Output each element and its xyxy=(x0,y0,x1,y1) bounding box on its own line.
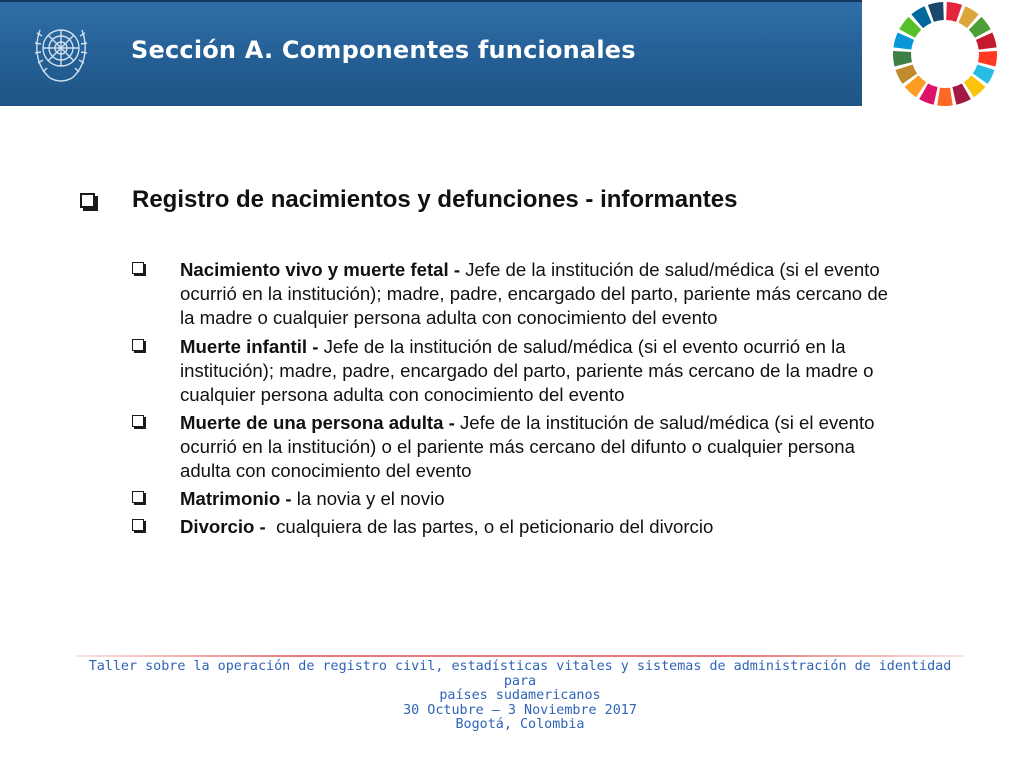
list-item-matrimonio xyxy=(180,487,950,511)
un-emblem-icon xyxy=(32,16,90,92)
sdg-wheel-icon xyxy=(890,0,1000,108)
item-text-line: la novia y el novio xyxy=(296,488,445,509)
heading-checkbox-bullet-icon xyxy=(80,193,95,208)
sdg-wheel-segment xyxy=(937,88,953,106)
sdg-wheel-segment xyxy=(893,51,912,66)
sdg-wheel-segment xyxy=(946,2,962,22)
main-heading: Registro de nacimientos y defunciones - informantes xyxy=(132,186,738,213)
item-term: Muerte infantil - xyxy=(180,336,324,357)
footer-line-3: 30 Octubre – 3 Noviembre 2017 xyxy=(403,702,637,718)
item-bullet-icon xyxy=(132,519,144,531)
item-bullet-icon xyxy=(132,491,144,503)
list-item-divorcio xyxy=(180,515,950,539)
footer xyxy=(80,660,960,733)
item-bullet-icon xyxy=(132,415,144,427)
list-item-nacimiento xyxy=(180,258,950,330)
item-text-line: institución); madre, padre, encargado del parto, pariente más cercano de la madre o xyxy=(180,360,874,381)
header-top-rule xyxy=(0,0,862,2)
item-term: Nacimiento vivo y muerte fetal - xyxy=(180,259,466,280)
item-text-line: Jefe de la institución de salud/médica (si el evento ocurrió en la xyxy=(323,336,846,357)
footer-line-1: Taller sobre la operación de registro civil, estadísticas vitales y sistemas de administración de identidad para xyxy=(88,659,952,689)
item-term: Divorcio - xyxy=(180,516,271,537)
sdg-wheel-segment xyxy=(928,2,944,22)
header-bar xyxy=(0,0,862,106)
footer-line-4: Bogotá, Colombia xyxy=(455,717,585,732)
item-bullet-icon xyxy=(132,339,144,351)
footer-rule xyxy=(76,655,964,657)
item-text-line: ocurrió en la institución); madre, padre, encargado del parto, pariente más cercano de xyxy=(180,283,888,304)
footer-line-2: países sudamericanos xyxy=(439,688,601,703)
list-item-muerte-adulta xyxy=(180,411,950,483)
list-item-muerte-infantil xyxy=(180,335,950,407)
item-text-line: cualquiera de las partes, o el peticionario del divorcio xyxy=(270,516,714,537)
item-term: Muerte de una persona adulta - xyxy=(180,412,460,433)
item-text-line: la madre o cualquier persona adulta con conocimiento del evento xyxy=(180,307,718,328)
sdg-wheel-segment xyxy=(978,51,997,66)
item-term: Matrimonio - xyxy=(180,488,297,509)
item-text-line: ocurrió en la institución) o el pariente más cercano del difunto o cualquier persona xyxy=(180,436,855,457)
item-text-line: cualquier persona adulta con conocimiento del evento xyxy=(180,384,625,405)
slide-title: Sección A. Componentes funcionales xyxy=(131,36,636,64)
item-bullet-icon xyxy=(132,262,144,274)
item-text-line: Jefe de la institución de salud/médica (si el evento xyxy=(460,412,875,433)
item-text-line: adulta con conocimiento del evento xyxy=(180,460,472,481)
item-text-line: Jefe de la institución de salud/médica (si el evento xyxy=(465,259,880,280)
